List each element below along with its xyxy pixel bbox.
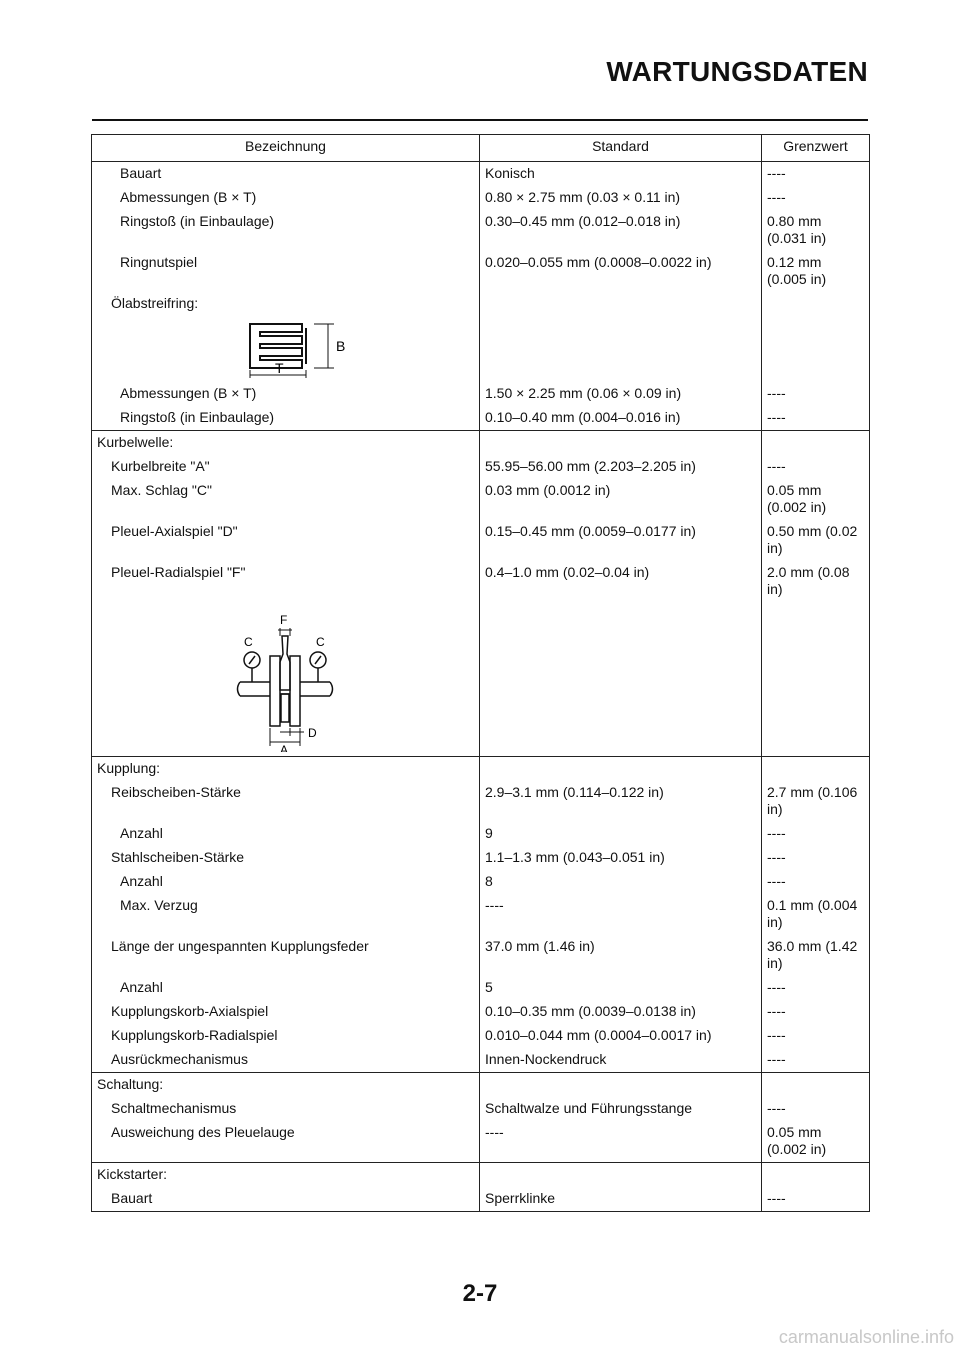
cell-item: Reibscheiben-Stärke xyxy=(92,781,480,822)
cell-item: Anzahl xyxy=(92,976,480,1000)
table-row xyxy=(92,757,870,782)
figure-label-a: A xyxy=(280,743,289,752)
cell-limit: 0.05 mm (0.002 in) xyxy=(762,1121,870,1163)
table-row xyxy=(92,894,870,935)
cell-standard: 1.1–1.3 mm (0.043–0.051 in) xyxy=(480,846,762,870)
cell-item: Kupplungskorb-Axialspiel xyxy=(92,1000,480,1024)
page-number: 2-7 xyxy=(462,1280,498,1307)
cell-limit: 0.50 mm (0.02 in) xyxy=(762,520,870,561)
cell-subsection-label: Ölabstreifring: xyxy=(92,292,480,316)
table-row xyxy=(92,162,870,187)
cell-item: Max. Schlag "C" xyxy=(92,479,480,520)
figure-label-b: B xyxy=(336,338,346,354)
section-label-kickstarter: Kickstarter: xyxy=(92,1163,480,1188)
table-row xyxy=(92,1000,870,1024)
table-row xyxy=(92,1163,870,1188)
cell-item: Kupplungskorb-Radialspiel xyxy=(92,1024,480,1048)
cell-item: Ausweichung des Pleuelauge xyxy=(92,1121,480,1163)
crankshaft-diagram xyxy=(92,602,480,752)
cell-standard: 2.9–3.1 mm (0.114–0.122 in) xyxy=(480,781,762,822)
table-row xyxy=(92,406,870,431)
cell-item: Bauart xyxy=(92,1187,480,1212)
cell-item: Bauart xyxy=(92,162,480,187)
figure-row xyxy=(92,316,870,382)
header-bezeichnung: Bezeichnung xyxy=(92,135,480,162)
cell-limit: 0.80 mm (0.031 in) xyxy=(762,210,870,251)
table-header-row xyxy=(92,135,870,162)
table-row xyxy=(92,292,870,316)
table-row xyxy=(92,251,870,292)
cell-standard: 0.80 × 2.75 mm (0.03 × 0.11 in) xyxy=(480,186,762,210)
cell-standard: 9 xyxy=(480,822,762,846)
table-row xyxy=(92,431,870,456)
cell-item: Ringstoß (in Einbaulage) xyxy=(92,210,480,251)
cell-item: Anzahl xyxy=(92,822,480,846)
cell-item: Pleuel-Radialspiel "F" xyxy=(92,561,480,602)
table-row xyxy=(92,561,870,602)
table-row xyxy=(92,210,870,251)
cell-standard: Konisch xyxy=(480,162,762,187)
header-standard: Standard xyxy=(480,135,762,162)
figure-label-t: T xyxy=(275,360,284,376)
table-row xyxy=(92,1097,870,1121)
cell-item: Anzahl xyxy=(92,870,480,894)
cell-item: Pleuel-Axialspiel "D" xyxy=(92,520,480,561)
cell-item: Stahlscheiben-Stärke xyxy=(92,846,480,870)
cell-limit: ---- xyxy=(762,382,870,406)
cell-limit: ---- xyxy=(762,1187,870,1212)
figure-label-c-right: C xyxy=(316,635,325,649)
cell-limit: 36.0 mm (1.42 in) xyxy=(762,935,870,976)
cell-limit: ---- xyxy=(762,162,870,187)
cell-limit: ---- xyxy=(762,455,870,479)
table-row xyxy=(92,1073,870,1098)
table-row xyxy=(92,846,870,870)
page-title: WARTUNGSDATEN xyxy=(606,56,868,87)
cell-limit: ---- xyxy=(762,870,870,894)
cell-limit: ---- xyxy=(762,976,870,1000)
cell-standard: 8 xyxy=(480,870,762,894)
cell-standard: 0.010–0.044 mm (0.0004–0.0017 in) xyxy=(480,1024,762,1048)
cell-item: Ringstoß (in Einbaulage) xyxy=(92,406,480,431)
cell-standard: 0.10–0.40 mm (0.004–0.016 in) xyxy=(480,406,762,431)
watermark: carmanualsonline.info xyxy=(778,1327,954,1347)
cell-standard: 0.15–0.45 mm (0.0059–0.0177 in) xyxy=(480,520,762,561)
table-row xyxy=(92,382,870,406)
oil-ring-diagram xyxy=(92,316,480,378)
cell-standard: 0.4–1.0 mm (0.02–0.04 in) xyxy=(480,561,762,602)
cell-limit: ---- xyxy=(762,186,870,210)
section-label-kupplung: Kupplung: xyxy=(92,757,480,782)
table-row xyxy=(92,1121,870,1163)
cell-standard: ---- xyxy=(480,894,762,935)
cell-item: Ringnutspiel xyxy=(92,251,480,292)
section-label-schaltung: Schaltung: xyxy=(92,1073,480,1098)
table-row xyxy=(92,935,870,976)
table-row xyxy=(92,870,870,894)
cell-standard: ---- xyxy=(480,1121,762,1163)
cell-limit: 0.12 mm (0.005 in) xyxy=(762,251,870,292)
cell-item: Ausrückmechanismus xyxy=(92,1048,480,1073)
cell-item: Kurbelbreite "A" xyxy=(92,455,480,479)
table-row xyxy=(92,1048,870,1073)
table-row xyxy=(92,455,870,479)
cell-item: Länge der ungespannten Kupplungsfeder xyxy=(92,935,480,976)
section-label-kurbelwelle: Kurbelwelle: xyxy=(92,431,480,456)
cell-limit: ---- xyxy=(762,1024,870,1048)
cell-standard: 1.50 × 2.25 mm (0.06 × 0.09 in) xyxy=(480,382,762,406)
cell-limit: ---- xyxy=(762,1048,870,1073)
header-grenzwert: Grenzwert xyxy=(762,135,870,162)
figure-label-d: D xyxy=(308,726,317,740)
cell-standard: 0.10–0.35 mm (0.0039–0.0138 in) xyxy=(480,1000,762,1024)
table-row xyxy=(92,520,870,561)
title-rule xyxy=(92,119,868,121)
table-row xyxy=(92,186,870,210)
figure-row xyxy=(92,602,870,757)
cell-standard: 0.020–0.055 mm (0.0008–0.0022 in) xyxy=(480,251,762,292)
cell-standard: 5 xyxy=(480,976,762,1000)
cell-standard: Innen-Nockendruck xyxy=(480,1048,762,1073)
cell-standard: Sperrklinke xyxy=(480,1187,762,1212)
cell-standard: 0.30–0.45 mm (0.012–0.018 in) xyxy=(480,210,762,251)
table-row xyxy=(92,976,870,1000)
table-row xyxy=(92,822,870,846)
cell-standard: 55.95–56.00 mm (2.203–2.205 in) xyxy=(480,455,762,479)
maintenance-data-table xyxy=(91,134,870,1212)
table-row xyxy=(92,1024,870,1048)
cell-limit: ---- xyxy=(762,822,870,846)
cell-standard: 37.0 mm (1.46 in) xyxy=(480,935,762,976)
cell-item: Abmessungen (B × T) xyxy=(92,186,480,210)
cell-limit: 2.7 mm (0.106 in) xyxy=(762,781,870,822)
cell-item: Abmessungen (B × T) xyxy=(92,382,480,406)
cell-item: Max. Verzug xyxy=(92,894,480,935)
cell-standard: 0.03 mm (0.0012 in) xyxy=(480,479,762,520)
figure-label-f: F xyxy=(280,613,288,627)
table-row xyxy=(92,1187,870,1212)
cell-limit: ---- xyxy=(762,1097,870,1121)
figure-label-c-left: C xyxy=(244,635,253,649)
table-row xyxy=(92,479,870,520)
cell-limit: ---- xyxy=(762,1000,870,1024)
cell-item: Schaltmechanismus xyxy=(92,1097,480,1121)
cell-limit: 0.1 mm (0.004 in) xyxy=(762,894,870,935)
cell-limit: 0.05 mm (0.002 in) xyxy=(762,479,870,520)
cell-limit: ---- xyxy=(762,406,870,431)
cell-limit: ---- xyxy=(762,846,870,870)
cell-standard: Schaltwalze und Führungsstange xyxy=(480,1097,762,1121)
table-row xyxy=(92,781,870,822)
cell-limit: 2.0 mm (0.08 in) xyxy=(762,561,870,602)
